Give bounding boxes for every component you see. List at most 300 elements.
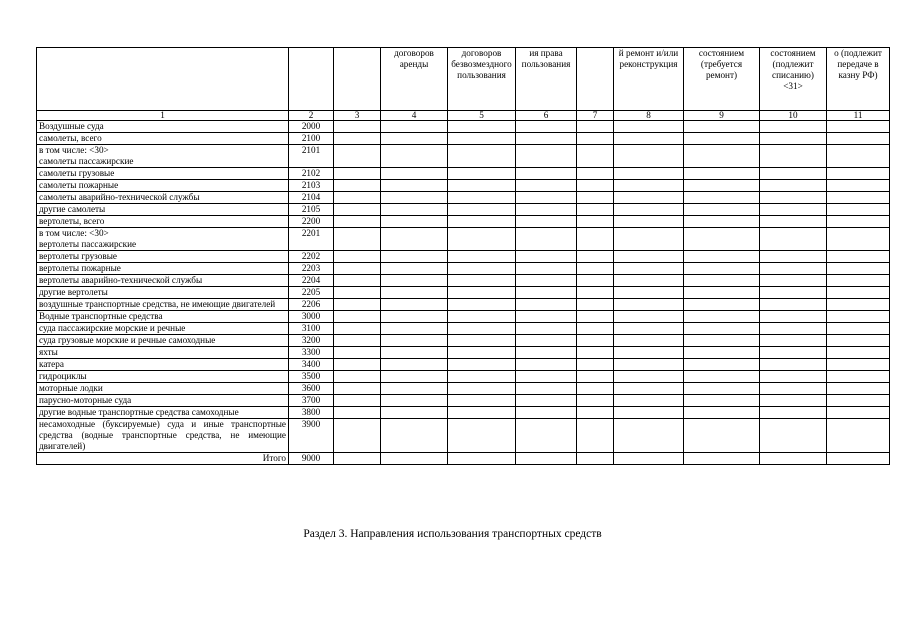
row-code: 2202: [289, 251, 334, 263]
empty-cell: [334, 133, 381, 145]
empty-cell: [614, 121, 684, 133]
empty-cell: [334, 453, 381, 465]
empty-cell: [516, 359, 577, 371]
empty-cell: [516, 216, 577, 228]
empty-cell: [614, 371, 684, 383]
empty-cell: [381, 275, 448, 287]
empty-cell: [684, 359, 760, 371]
table-row: [37, 371, 890, 383]
empty-cell: [760, 275, 827, 287]
empty-cell: [827, 335, 890, 347]
empty-cell: [577, 180, 614, 192]
empty-cell: [760, 419, 827, 453]
table-row: [37, 121, 890, 133]
empty-cell: [684, 453, 760, 465]
empty-cell: [577, 299, 614, 311]
header-cell: договоров безвозмездного пользования: [448, 48, 516, 111]
empty-cell: [334, 228, 381, 251]
row-code: 2000: [289, 121, 334, 133]
empty-cell: [827, 251, 890, 263]
empty-cell: [448, 168, 516, 180]
header-cell: [289, 48, 334, 111]
section-caption: Раздел 3. Направления использования транспортных средств: [303, 528, 602, 540]
empty-cell: [381, 251, 448, 263]
empty-cell: [760, 145, 827, 168]
table-row: [37, 145, 890, 168]
empty-cell: [827, 311, 890, 323]
empty-cell: [381, 168, 448, 180]
table-row: [37, 133, 890, 145]
empty-cell: [577, 419, 614, 453]
empty-cell: [760, 407, 827, 419]
empty-cell: [827, 419, 890, 453]
empty-cell: [577, 323, 614, 335]
empty-cell: [827, 299, 890, 311]
empty-cell: [614, 299, 684, 311]
header-cell: [334, 48, 381, 111]
table-row: [37, 216, 890, 228]
empty-cell: [448, 371, 516, 383]
column-number: 11: [827, 111, 890, 121]
row-name: самолеты грузовые: [37, 168, 289, 180]
empty-cell: [760, 192, 827, 204]
empty-cell: [381, 419, 448, 453]
empty-cell: [827, 275, 890, 287]
table-row: [37, 299, 890, 311]
row-name: вертолеты, всего: [37, 216, 289, 228]
table-row: [37, 407, 890, 419]
empty-cell: [684, 383, 760, 395]
row-name: самолеты пожарные: [37, 180, 289, 192]
row-name: воздушные транспортные средства, не имеющие двигателей: [37, 299, 289, 311]
empty-cell: [381, 204, 448, 216]
empty-cell: [381, 180, 448, 192]
empty-cell: [448, 216, 516, 228]
empty-cell: [577, 145, 614, 168]
empty-cell: [684, 168, 760, 180]
row-code: 2101: [289, 145, 334, 168]
empty-cell: [760, 359, 827, 371]
empty-cell: [516, 168, 577, 180]
empty-cell: [760, 204, 827, 216]
empty-cell: [684, 228, 760, 251]
empty-cell: [381, 121, 448, 133]
column-number: 2: [289, 111, 334, 121]
empty-cell: [577, 216, 614, 228]
empty-cell: [381, 395, 448, 407]
empty-cell: [334, 275, 381, 287]
table-row: [37, 419, 890, 453]
empty-cell: [614, 180, 684, 192]
empty-cell: [448, 251, 516, 263]
empty-cell: [760, 263, 827, 275]
empty-cell: [448, 263, 516, 275]
row-code: 3900: [289, 419, 334, 453]
header-cell: состоянием (подлежит списанию) <31>: [760, 48, 827, 111]
empty-cell: [684, 395, 760, 407]
empty-cell: [760, 121, 827, 133]
table-row: [37, 311, 890, 323]
empty-cell: [684, 299, 760, 311]
empty-cell: [334, 251, 381, 263]
row-code: 3300: [289, 347, 334, 359]
empty-cell: [381, 287, 448, 299]
empty-cell: [381, 359, 448, 371]
empty-cell: [614, 251, 684, 263]
row-code: 3600: [289, 383, 334, 395]
empty-cell: [614, 263, 684, 275]
empty-cell: [684, 323, 760, 335]
empty-cell: [577, 395, 614, 407]
empty-cell: [760, 228, 827, 251]
empty-cell: [381, 453, 448, 465]
empty-cell: [516, 287, 577, 299]
column-number: 10: [760, 111, 827, 121]
row-code: 3000: [289, 311, 334, 323]
row-name: Воздушные суда: [37, 121, 289, 133]
empty-cell: [381, 335, 448, 347]
empty-cell: [334, 371, 381, 383]
empty-cell: [684, 371, 760, 383]
empty-cell: [516, 251, 577, 263]
column-number: 3: [334, 111, 381, 121]
empty-cell: [334, 204, 381, 216]
empty-cell: [614, 347, 684, 359]
empty-cell: [760, 453, 827, 465]
row-name: Водные транспортные средства: [37, 311, 289, 323]
row-name: другие вертолеты: [37, 287, 289, 299]
empty-cell: [448, 395, 516, 407]
empty-cell: [614, 407, 684, 419]
row-name: вертолеты грузовые: [37, 251, 289, 263]
empty-cell: [334, 180, 381, 192]
empty-cell: [684, 251, 760, 263]
empty-cell: [614, 419, 684, 453]
empty-cell: [516, 228, 577, 251]
empty-cell: [448, 407, 516, 419]
empty-cell: [516, 145, 577, 168]
empty-cell: [334, 145, 381, 168]
empty-cell: [334, 335, 381, 347]
empty-cell: [827, 145, 890, 168]
table-row: [37, 347, 890, 359]
empty-cell: [381, 407, 448, 419]
empty-cell: [516, 347, 577, 359]
row-code: 2203: [289, 263, 334, 275]
table-body: [37, 121, 890, 465]
empty-cell: [448, 311, 516, 323]
table-row: [37, 323, 890, 335]
row-code: 2103: [289, 180, 334, 192]
row-name: самолеты аварийно-технической службы: [37, 192, 289, 204]
empty-cell: [760, 133, 827, 145]
empty-cell: [448, 145, 516, 168]
empty-cell: [448, 133, 516, 145]
empty-cell: [334, 407, 381, 419]
empty-cell: [614, 192, 684, 204]
column-number-row: [37, 111, 890, 121]
empty-cell: [381, 216, 448, 228]
empty-cell: [684, 133, 760, 145]
row-code: 3400: [289, 359, 334, 371]
empty-cell: [684, 287, 760, 299]
empty-cell: [448, 453, 516, 465]
empty-cell: [516, 133, 577, 145]
empty-cell: [684, 180, 760, 192]
empty-cell: [760, 347, 827, 359]
empty-cell: [577, 204, 614, 216]
empty-cell: [760, 299, 827, 311]
empty-cell: [684, 121, 760, 133]
empty-cell: [614, 145, 684, 168]
row-name: гидроциклы: [37, 371, 289, 383]
empty-cell: [614, 311, 684, 323]
empty-cell: [577, 347, 614, 359]
empty-cell: [827, 168, 890, 180]
empty-cell: [334, 359, 381, 371]
empty-cell: [381, 145, 448, 168]
empty-cell: [516, 407, 577, 419]
empty-cell: [684, 204, 760, 216]
table-row: [37, 275, 890, 287]
empty-cell: [381, 383, 448, 395]
empty-cell: [381, 263, 448, 275]
empty-cell: [334, 263, 381, 275]
row-name: катера: [37, 359, 289, 371]
empty-cell: [827, 263, 890, 275]
empty-cell: [577, 407, 614, 419]
empty-cell: [827, 216, 890, 228]
table-row: [37, 453, 890, 465]
empty-cell: [614, 204, 684, 216]
empty-cell: [381, 311, 448, 323]
empty-cell: [448, 287, 516, 299]
column-number: 8: [614, 111, 684, 121]
empty-cell: [577, 192, 614, 204]
empty-cell: [577, 453, 614, 465]
empty-cell: [760, 216, 827, 228]
empty-cell: [577, 383, 614, 395]
row-name: в том числе: <30> вертолеты пассажирские: [37, 228, 289, 251]
empty-cell: [448, 228, 516, 251]
table-row: [37, 359, 890, 371]
empty-cell: [516, 299, 577, 311]
empty-cell: [684, 311, 760, 323]
header-cell: [577, 48, 614, 111]
empty-cell: [381, 371, 448, 383]
row-code: 2200: [289, 216, 334, 228]
empty-cell: [448, 204, 516, 216]
row-code: 3500: [289, 371, 334, 383]
empty-cell: [827, 407, 890, 419]
empty-cell: [448, 419, 516, 453]
empty-cell: [577, 228, 614, 251]
empty-cell: [827, 192, 890, 204]
empty-cell: [827, 383, 890, 395]
empty-cell: [448, 192, 516, 204]
empty-cell: [577, 168, 614, 180]
row-code: 3100: [289, 323, 334, 335]
empty-cell: [614, 335, 684, 347]
row-name: самолеты, всего: [37, 133, 289, 145]
row-name: другие самолеты: [37, 204, 289, 216]
empty-cell: [614, 216, 684, 228]
row-code: 2205: [289, 287, 334, 299]
empty-cell: [516, 204, 577, 216]
table-row: [37, 204, 890, 216]
empty-cell: [577, 133, 614, 145]
empty-cell: [577, 287, 614, 299]
empty-cell: [334, 299, 381, 311]
row-code: 3200: [289, 335, 334, 347]
empty-cell: [760, 168, 827, 180]
empty-cell: [614, 395, 684, 407]
empty-cell: [827, 133, 890, 145]
empty-cell: [516, 395, 577, 407]
row-name: вертолеты аварийно-технической службы: [37, 275, 289, 287]
empty-cell: [516, 121, 577, 133]
empty-cell: [827, 359, 890, 371]
row-name: Итого: [37, 453, 289, 465]
row-name: суда пассажирские морские и речные: [37, 323, 289, 335]
column-number: 6: [516, 111, 577, 121]
row-name: другие водные транспортные средства самоходные: [37, 407, 289, 419]
empty-cell: [827, 204, 890, 216]
empty-cell: [334, 121, 381, 133]
empty-cell: [516, 453, 577, 465]
empty-cell: [334, 311, 381, 323]
empty-cell: [684, 419, 760, 453]
empty-cell: [760, 335, 827, 347]
empty-cell: [684, 275, 760, 287]
empty-cell: [381, 228, 448, 251]
row-code: 3700: [289, 395, 334, 407]
row-name: несамоходные (буксируемые) суда и иные транспортные средства (водные транспортные средства, не имеющие двигателей): [37, 419, 289, 453]
empty-cell: [614, 287, 684, 299]
empty-cell: [614, 453, 684, 465]
row-name: суда грузовые морские и речные самоходные: [37, 335, 289, 347]
empty-cell: [827, 323, 890, 335]
empty-cell: [614, 228, 684, 251]
column-number: 9: [684, 111, 760, 121]
row-code: 2201: [289, 228, 334, 251]
empty-cell: [684, 263, 760, 275]
empty-cell: [827, 347, 890, 359]
empty-cell: [334, 216, 381, 228]
empty-cell: [448, 347, 516, 359]
empty-cell: [577, 275, 614, 287]
empty-cell: [827, 228, 890, 251]
empty-cell: [448, 383, 516, 395]
empty-cell: [334, 347, 381, 359]
empty-cell: [516, 419, 577, 453]
empty-cell: [516, 275, 577, 287]
empty-cell: [577, 121, 614, 133]
empty-cell: [577, 251, 614, 263]
header-cell: й ремонт и/или реконструкция: [614, 48, 684, 111]
empty-cell: [684, 192, 760, 204]
empty-cell: [381, 192, 448, 204]
empty-cell: [334, 383, 381, 395]
column-number: 5: [448, 111, 516, 121]
empty-cell: [448, 359, 516, 371]
empty-cell: [448, 299, 516, 311]
empty-cell: [334, 287, 381, 299]
table-row: [37, 395, 890, 407]
empty-cell: [516, 180, 577, 192]
header-cell: состоянием (требуется ремонт): [684, 48, 760, 111]
empty-cell: [614, 383, 684, 395]
table-row: [37, 168, 890, 180]
empty-cell: [684, 347, 760, 359]
empty-cell: [381, 299, 448, 311]
header-cell: о (подлежит передаче в казну РФ): [827, 48, 890, 111]
table-row: [37, 383, 890, 395]
empty-cell: [381, 323, 448, 335]
empty-cell: [760, 180, 827, 192]
row-code: 2206: [289, 299, 334, 311]
empty-cell: [448, 121, 516, 133]
empty-cell: [577, 311, 614, 323]
empty-cell: [334, 395, 381, 407]
row-code: 2102: [289, 168, 334, 180]
transport-table: [36, 47, 890, 465]
table-row: [37, 180, 890, 192]
row-name: моторные лодки: [37, 383, 289, 395]
empty-cell: [614, 168, 684, 180]
empty-cell: [684, 145, 760, 168]
empty-cell: [577, 359, 614, 371]
row-name: яхты: [37, 347, 289, 359]
empty-cell: [684, 407, 760, 419]
empty-cell: [827, 371, 890, 383]
empty-cell: [760, 311, 827, 323]
table-row: [37, 263, 890, 275]
empty-cell: [516, 323, 577, 335]
empty-cell: [516, 335, 577, 347]
header-cell: ия права пользования: [516, 48, 577, 111]
row-code: 2204: [289, 275, 334, 287]
table-row: [37, 192, 890, 204]
row-code: 2104: [289, 192, 334, 204]
row-name: парусно-моторные суда: [37, 395, 289, 407]
empty-cell: [684, 335, 760, 347]
empty-cell: [448, 275, 516, 287]
empty-cell: [516, 192, 577, 204]
row-code: 2105: [289, 204, 334, 216]
empty-cell: [760, 383, 827, 395]
empty-cell: [760, 371, 827, 383]
row-name: в том числе: <30> самолеты пассажирские: [37, 145, 289, 168]
empty-cell: [334, 168, 381, 180]
header-cell: договоров аренды: [381, 48, 448, 111]
empty-cell: [827, 453, 890, 465]
empty-cell: [577, 263, 614, 275]
table-row: [37, 335, 890, 347]
empty-cell: [381, 133, 448, 145]
table-row: [37, 228, 890, 251]
column-number: 1: [37, 111, 289, 121]
empty-cell: [614, 275, 684, 287]
row-name: вертолеты пожарные: [37, 263, 289, 275]
empty-cell: [448, 180, 516, 192]
empty-cell: [577, 335, 614, 347]
empty-cell: [614, 359, 684, 371]
empty-cell: [760, 395, 827, 407]
empty-cell: [760, 323, 827, 335]
header-row: [37, 48, 890, 111]
empty-cell: [827, 287, 890, 299]
